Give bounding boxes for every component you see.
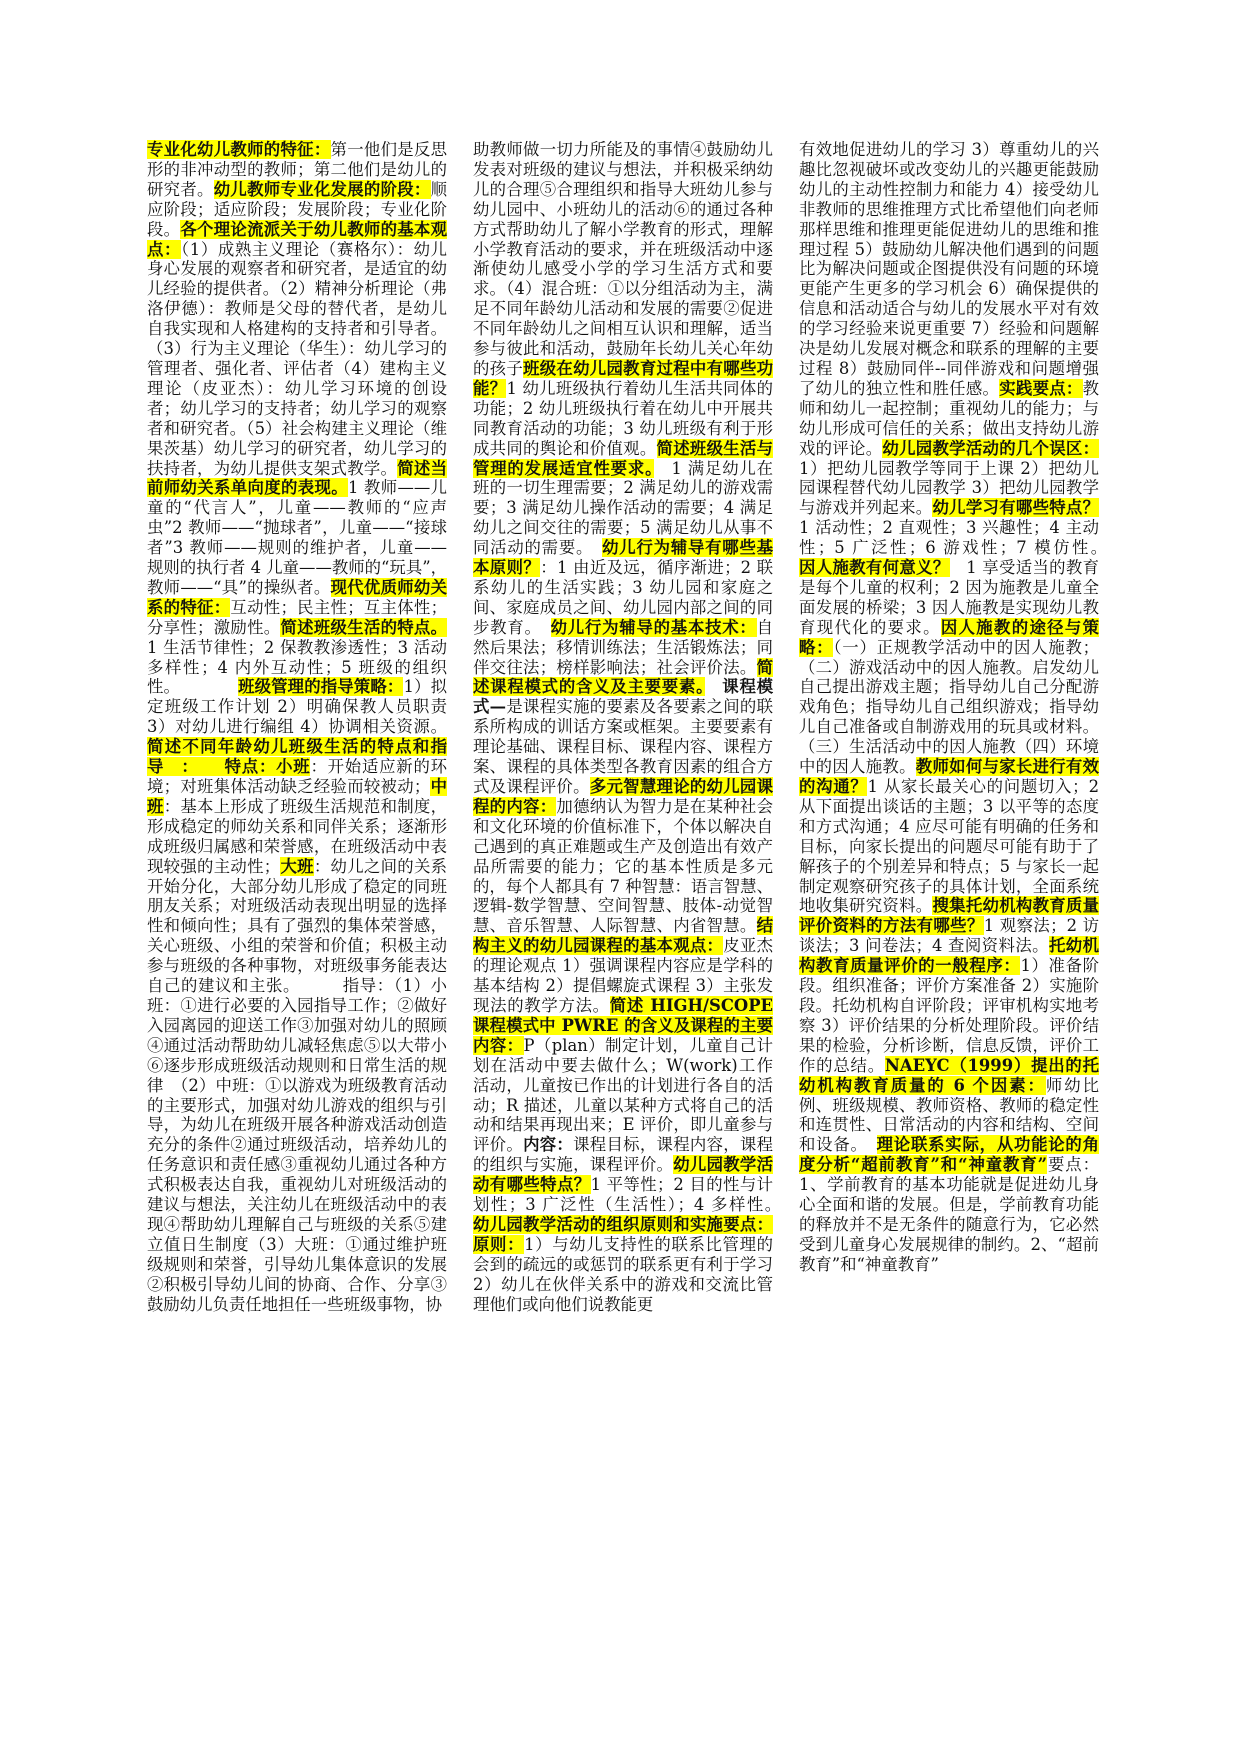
highlighted-heading: 多元智慧理论的幼儿园课程的内容： [473, 777, 774, 816]
body-text: 1）与幼儿支持性的联系比管理的会到的疏远的或惩罚的联系更有利于学习 2）幼儿在伙伴关系中的游戏和交流比管理他们或向他们说教能更 [473, 1234, 773, 1314]
highlighted-heading: 结构主义的幼儿园课程的基本观点： [473, 916, 773, 956]
body-text: 第一他们是反思形的非冲动型的教师；第二他们是幼儿的研究者。 [147, 140, 448, 199]
text-column-1 [147, 140, 447, 1314]
highlighted-heading: 因人施教的途径与策略： [799, 617, 1100, 657]
highlighted-heading: 理论联系实际，从功能论的角度分析“超前教育”和“神童教育” [799, 1135, 1099, 1175]
body-text: 1 生活节律性；2 保教教渗透性；3 活动多样性；4 内外互动性；5 班级的组织性。 [147, 637, 447, 697]
body-text [705, 677, 722, 696]
body-text: P（plan）制定计划，儿童自己计划在活动中要去做什么；W(work)工作活动，儿童按已作出的计划进行各自的活动；R 描述，儿童以某种方式将自己的活动和结果再现出来；E 评价，即儿童参与评价。 [473, 1035, 774, 1155]
body-text: 是课程实施的要素及各要素之间的联系所构成的训话方案或框架。主要要素有理论基础、课程目标、课程内容、课程方案、课程的具体类型各教育因素的组合方式及课程评价。 [473, 697, 774, 796]
body-text: 1）拟定班级工作计划 2）明确保教人员职责 3）对幼儿进行编组 4）协调相关资源。 [147, 677, 447, 737]
highlighted-heading: 现代优质师幼关系的特征： [147, 577, 448, 617]
bold-term: 内容： [523, 1135, 574, 1155]
body-text: 1 幼儿班级执行着幼儿生活共同体的功能；2 幼儿班级执行着在幼儿中开展共同教育活动的功能；3 幼儿班级有利于形成共同的舆论和价值观。 [473, 378, 774, 458]
body-text: 助教师做一切力所能及的事情④鼓励幼儿发表对班级的建议与想法，并积极采纳幼儿的合理⑤合理组织和指导大班幼儿参与幼儿园中、小班幼儿的活动⑥的通过各种方式帮助幼儿了解小学教育的形式，理解小学教育活动的要求，并在班级活动中逐渐使幼儿感受小学的学习生活方式和要求。（4）混合班：①以分组活动为主，满足不同年龄幼儿活动和发展的需要②促进不同年龄幼儿之间相互认识和理解，适当参与彼此和活动，鼓励年长幼儿关心年幼的孩子 [473, 140, 773, 378]
body-text: 1 教师——儿童的“代言人”，儿童——教师的“应声虫”2 教师——“抛球者”，儿童——“接球者”3 教师——规则的维护者，儿童——规则的执行者 4 儿童——教师的“玩具”，教师——“具”的操纵者。 [147, 478, 448, 597]
body-text: ：幼儿之间的关系开始分化，大部分幼儿形成了稳定的同班朋友关系；对班级活动表现出明显的选择性和倾向性；具有了强烈的集体荣誉感，关心班级、小组的荣誉和价值；积极主动参与班级的各种事物，对班级事务能表达自己的建议和主张。 指导：（1）小班：①进行必要的入园指导工作；②做好入园离园的迎送工作③加强对幼儿的照顾④通过活动帮助幼儿减轻焦虑⑤以大带小⑥逐步形成班级活动规则和日常生活的规律 （2）中班：①以游戏为班级教育活动的主要形式，加强对幼儿游戏的组织与引导，为幼儿在班级开展各种游戏活动创造充分的条件②通过班级活动，培养幼儿的任务意识和责任感③重视幼儿通过各种方式积极表达自我，重视幼儿对班级活动的建议与想法，关注幼儿在班级活动中的表现④帮助幼儿理解自己与班级的关系⑤建立值日生制度（3）大班：①通过维护班级规则和荣誉，引导幼儿集体意识的发展②积极引导幼儿间的协商、合作、分享③鼓励幼儿负责任地担任一些班级事物，协 [147, 856, 448, 1314]
highlighted-heading: 简述当前师幼关系单向度的表现。 [147, 458, 448, 498]
body-text: 皮亚杰的理论观点 1）强调课程内容应是学科的基本结构 2）提倡螺旋式课程 3）主张发现法的教学方法。 [473, 936, 774, 1015]
body-text: 1 活动性；2 直观性；3 兴趣性；4 主动性；5 广泛性；6 游戏性；7 模仿性。 [799, 518, 1116, 558]
highlighted-heading: 简述班级生活的特点。 [280, 617, 448, 637]
body-text: 1 满足幼儿在班的一切生理需要；2 满足幼儿的游戏需要；3 满足幼儿操作活动的需要；4 满足幼儿之间交往的需要；5 满足幼儿从事不同活动的需要。 [473, 458, 773, 558]
body-text: ：基本上形成了班级生活规范和制度，形成稳定的师幼关系和同伴关系；逐渐形成班级归属感和荣誉感，在班级活动中表现较强的主动性； [147, 796, 448, 876]
highlighted-heading: 小班 [276, 757, 311, 777]
body-text: 自然后果法；移情训练法；生活锻炼法；同伴交往法；榜样影响法；社会评价法。 [473, 617, 773, 677]
body-text: 互动性；民主性；互主体性；分享性；激励性。 [147, 597, 448, 637]
highlighted-heading: 大班 [280, 856, 314, 876]
highlighted-heading: 幼儿园教学活动的几个误区： [882, 438, 1100, 458]
body-text: 1）把幼儿园教学等同于上课 2）把幼儿园课程替代幼儿园教学 3）把幼儿园教学与游戏并列起来。 [799, 458, 1099, 518]
body-text: 课程目标，课程内容，课程的组织与实施，课程评价。 [473, 1135, 774, 1175]
highlighted-heading: 班级在幼儿园教育过程中有哪些功能？ [473, 358, 774, 398]
highlighted-heading: 教师如何与家长进行有效的沟通？ [799, 757, 1100, 796]
bold-term: 课程模式— [473, 677, 774, 717]
text-column-2 [473, 140, 790, 1314]
highlighted-heading: 托幼机构教育质量评价的一般程序： [799, 936, 1100, 976]
highlighted-heading: 幼儿学习有哪些特点？ [932, 498, 1100, 518]
highlighted-heading: 班级管理的指导策略： [238, 677, 404, 697]
document-page [147, 140, 1116, 1660]
highlighted-heading: 幼儿教师专业化发展的阶段： [213, 179, 431, 199]
highlighted-heading: 幼儿园教学活动有哪些特点？ [473, 1155, 774, 1195]
text-column-3 [799, 140, 1116, 1275]
body-text: 1）准备阶段。组织准备；评价方案准备 2）实施阶段。托幼机构自评阶段；评审机构实地考察 3）评价结果的分析处理阶段。评价结果的检验，分析诊断，信息反馈，评价工作的总结。 [799, 956, 1099, 1075]
body-text: 师幼比例、班级规模、教师资格、教师的稳定性和连贯性、日常活动的内容和结构、空间和设备。 [799, 1075, 1099, 1155]
body-text: 1 从家长最关心的问题切入；2 从下面提出谈话的主题；3 以平等的态度和方式沟通；4 应尽可能有明确的任务和目标，向家长提出的问题尽可能有助于了解孩子的个别差异和特点；5 与家长一起制定观察研究孩子的具体计划，全面系统地收集研究资料。 [799, 777, 1099, 916]
body-text: （1）成熟主义理论（赛格尔）：幼儿身心发展的观察者和研究者，是适宜的幼儿经验的提供者。（2）精神分析理论（弗洛伊德）：教师是父母的替代者，是幼儿自我实现和人格建构的支持者和引导者。（3）行为主义理论（华生）：幼儿学习的管理者、强化者、评估者（4）建构主义理论（皮亚杰）：幼儿学习环境的创设者；幼儿学习的支持者；幼儿学习的观察者和研究者。（5）社会构建主义理论（维果茨基）幼儿学习的研究者，幼儿学习的扶持者，为幼儿提供支架式教学。 [147, 239, 447, 478]
highlighted-heading: 实践要点： [999, 378, 1083, 398]
highlighted-heading: 幼儿行为辅导有哪些基本原则？ [473, 538, 773, 578]
body-text: 1 观察法；2 访谈法；3 问卷法；4 查阅资料法。 [799, 916, 1100, 956]
body-text: 加德纳认为智力是在某种社会和文化环境的价值标准下，个体以解决自己遇到的真正难题或生产及创造出有效产品所需要的能力；它的基本性质是多元的，每个人都具有 7 种智慧：语言智慧、逻辑-数学智慧、空间智慧、肢体-动觉智慧、音乐智慧、人际智慧、内省智慧。 [473, 796, 774, 936]
highlighted-heading: 简述 HIGH/SCOPE 课程模式中 PWRE 的含义及课程的主要内容： [473, 995, 774, 1055]
body-text: 1 享受适当的教育是每个儿童的权利；2 因为施教是儿童全面发展的桥梁；3 因人施教是实现幼儿教育现代化的要求。 [799, 558, 1100, 637]
body-text: ：开始适应新的环境；对班集体活动缺乏经验而较被动； [147, 757, 448, 796]
body-text: 教师和幼儿一起控制；重视幼儿的能力；与幼儿形成可信任的关系；做出支持幼儿游戏的评论。 [799, 378, 1100, 458]
highlighted-heading: 专业化幼儿教师的特征： [147, 140, 331, 159]
highlighted-heading: 因人施教有何意义？ [799, 558, 950, 578]
highlighted-heading: 各个理论流派关于幼儿教师的基本观点： [147, 219, 448, 259]
highlighted-heading: 幼儿行为辅导的基本技术： [550, 617, 757, 637]
highlighted-heading: 简述课程模式的含义及主要要素。 [473, 657, 773, 697]
highlighted-heading: 简述班级生活与管理的发展适宜性要求。 [473, 438, 774, 478]
body-text: 1 平等性；2 目的性与计划性；3 广泛性（生活性）；4 多样性。 [473, 1175, 790, 1215]
body-text: （一）正规教学活动中的因人施教；（二）游戏活动中的因人施教。启发幼儿自己提出游戏主题；指导幼儿自己分配游戏角色；指导幼儿自己组织游戏；指导幼儿自己准备或自制游戏用的玩具或材料。（三）生活活动中的因人施教（四）环境中的因人施教。 [799, 637, 1100, 777]
body-text: ：1 由近及远，循序渐进；2 联系幼儿的生活实践；3 幼儿园和家庭之间、家庭成员之间、幼儿园内部之间的同步教育。 [473, 558, 774, 637]
body-text: 顺应阶段；适应阶段；发展阶段；专业化阶段。 [147, 179, 448, 239]
highlighted-heading: NAEYC（1999）提出的托幼机构教育质量的 6 个因素： [799, 1055, 1099, 1095]
body-text: 要点：1、学前教育的基本功能就是促进幼儿身心全面和谐的发展。但是，学前教育功能的释放并不是无条件的随意行为，它必然受到儿童身心发展规律的制约。2、“超前教育”和“神童教育” [799, 1155, 1100, 1274]
highlighted-heading: 幼儿园教学活动的组织原则和实施要点：原则： [473, 1214, 773, 1254]
body-text: 有效地促进幼儿的学习 3）尊重幼儿的兴趣比忽视破坏或改变幼儿的兴趣更能鼓励幼儿的主动性控制力和能力 4）接受幼儿非教师的思维推理方式比希望他们向老师那样思维和推理更能促进幼儿的思维和推理过程 5）鼓励幼儿解决他们遇到的问题比为解决问题或企图提供没有问题的环境更能产生更多的学习机会 6）确保提供的信息和活动适合与幼儿的发展水平对有效的学习经验来说更重要 7）经验和问题解决是幼儿发展对概念和联系的理解的主要过程 8）鼓励同伴--同伴游戏和问题增强了幼儿的独立性和胜任感。 [799, 140, 1099, 398]
highlighted-heading: 简述不同年龄幼儿班级生活的特点和指导 ： 特点： [147, 737, 447, 777]
highlighted-heading: 中班 [147, 777, 448, 816]
highlighted-heading: 搜集托幼机构教育质量评价资料的方法有哪些？ [799, 896, 1100, 936]
